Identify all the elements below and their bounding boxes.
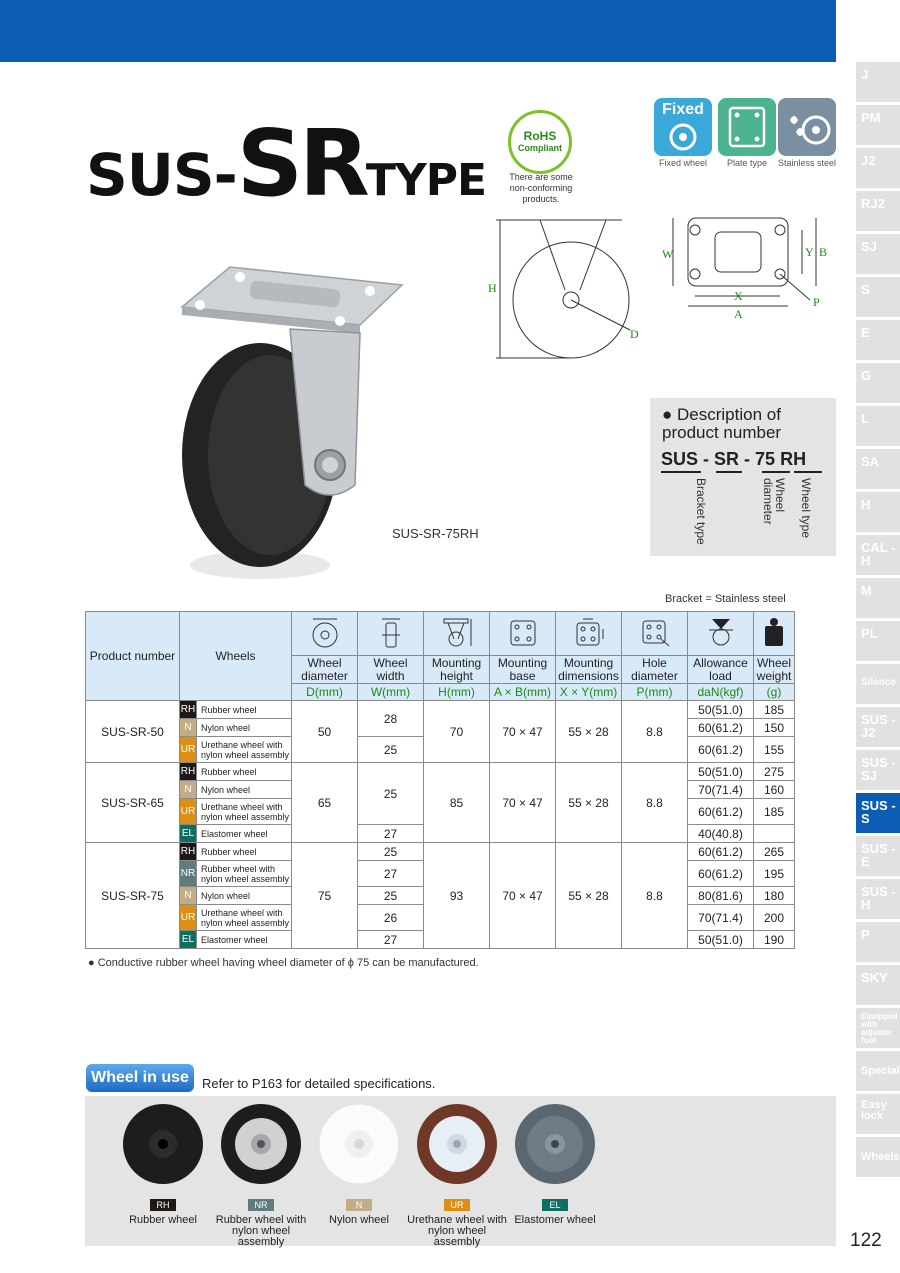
table-row: NR Rubber wheel with nylon wheel assembly 27 60(61.2) 195 <box>86 861 795 887</box>
stainless-steel-caption: Stainless steel <box>777 158 837 168</box>
side-tab[interactable]: SUS -SJ <box>856 750 900 790</box>
svg-text:A: A <box>734 307 743 321</box>
side-tab[interactable]: CAL -H <box>856 535 900 575</box>
side-tab[interactable]: SUS -E <box>856 836 900 876</box>
diameter-header-icon <box>292 612 358 656</box>
side-tab[interactable]: RJ2 <box>856 191 900 231</box>
wheel-item: EL Elastomer wheel <box>505 1102 605 1226</box>
bracket-type-label: Bracket type <box>694 478 708 545</box>
wheel-in-use-tag: Wheel in use <box>86 1064 194 1092</box>
plate-type-icon <box>718 98 776 156</box>
stainless-steel-icon <box>778 98 836 156</box>
wheel-in-use-ref: Refer to P163 for detailed specifications. <box>202 1076 436 1091</box>
wheel-diameter-label: Wheel diameter <box>761 478 787 525</box>
height-header-icon <box>424 612 490 656</box>
wheel-item: N Nylon wheel <box>309 1102 409 1226</box>
footnote: ● Conductive rubber wheel having wheel diameter of ϕ 75 can be manufactured. <box>88 957 479 969</box>
side-tab[interactable]: E <box>856 320 900 360</box>
side-tab[interactable]: PM <box>856 105 900 145</box>
side-tab[interactable]: PL <box>856 621 900 661</box>
header-product: Product number <box>86 612 180 701</box>
svg-text:Y: Y <box>805 245 814 259</box>
side-tab[interactable]: Easy lock <box>856 1094 900 1134</box>
rubber-nylon-wheel-icon <box>219 1102 303 1186</box>
side-tab[interactable]: SA <box>856 449 900 489</box>
width-header-icon <box>358 612 424 656</box>
wheel-item: UR Urethane wheel with nylon wheel assembly <box>407 1102 507 1248</box>
product-number-description <box>650 398 836 556</box>
svg-text:X: X <box>734 289 743 303</box>
wheel-in-use-panel <box>85 1096 836 1246</box>
table-row: N Nylon wheel 60(61.2) 150 <box>86 719 795 737</box>
weight-header-icon <box>754 612 795 656</box>
spec-table: Product number Wheels Wheel diameter Wheel width Mounting height Mounting base Mounting dimensions Hole diameter Allowance load Wheel weight D(mm) W(mm) H(mm) A × B(mm) X × Y(mm) P(mm) daN(kgf) (g) SUS-SR-50 RH Rubber wheel 50 28 70 70 × 47 55 × 28 8.8 50(51.0) 185 N Nylon wheel 60(61.2) 150 UR Urethane wheel with nylon wheel assembly 25 60(61.2) 155 SUS-SR-65 RH Rubber wheel 65 25 85 70 × 47 55 × 28 8.8 50(51.0) 275 N Nylon wheel 70(71.4) 160 UR Urethane wheel with nylon wheel assembly 60(61.2) 185 EL Elastomer wheel 27 40(40.8) SUS-SR-75 RH Rubber wheel 75 25 93 70 × 47 55 × 28 8.8 60(61.2) 265 NR Rubber wheel with nylon wheel assembly 27 60(61.2) 195 N Nylon wheel 25 80(81.6) 180 UR Urethane wheel with nylon wheel assembly 26 70(71.4) 200 EL Elastomer wheel 27 50(51.0) 190 <box>85 611 795 949</box>
svg-text:H: H <box>488 281 497 295</box>
svg-text:W: W <box>662 247 674 261</box>
page-number: 122 <box>850 1230 882 1251</box>
table-row: EL Elastomer wheel 27 50(51.0) 190 <box>86 931 795 949</box>
base-header-icon <box>490 612 556 656</box>
elastomer-wheel-icon <box>513 1102 597 1186</box>
side-tab[interactable]: SKY <box>856 965 900 1005</box>
table-row: SUS-SR-75 RH Rubber wheel 75 25 93 70 × 47 55 × 28 8.8 60(61.2) 265 <box>86 843 795 861</box>
wheel-type-label: Wheel type <box>799 478 813 539</box>
dims-header-icon <box>556 612 622 656</box>
photo-caption: SUS-SR-75RH <box>392 526 479 541</box>
side-tab-list <box>856 62 900 1180</box>
bracket-note: Bracket = Stainless steel <box>665 593 786 605</box>
side-tab[interactable]: Silence <box>856 664 900 704</box>
side-tab[interactable]: Wheels <box>856 1137 900 1177</box>
side-tab[interactable]: SUS -H <box>856 879 900 919</box>
side-tab[interactable]: Equipped with adjuster foot <box>856 1008 900 1048</box>
table-row: EL Elastomer wheel 27 40(40.8) <box>86 825 795 843</box>
fixed-wheel-caption: Fixed wheel <box>658 158 708 168</box>
rubber-wheel-icon <box>121 1102 205 1186</box>
side-tab[interactable]: J <box>856 62 900 102</box>
caster-photo <box>170 255 410 585</box>
table-row: UR Urethane wheel with nylon wheel assembly 26 70(71.4) 200 <box>86 905 795 931</box>
side-tab[interactable]: L <box>856 406 900 446</box>
table-row: UR Urethane wheel with nylon wheel assembly 60(61.2) 185 <box>86 799 795 825</box>
svg-text:B: B <box>819 245 828 259</box>
header-wheels: Wheels <box>180 612 292 701</box>
side-tab[interactable]: P <box>856 922 900 962</box>
hole-header-icon <box>622 612 688 656</box>
top-banner <box>0 0 836 62</box>
side-tab[interactable]: S <box>856 277 900 317</box>
page-title: SUS-SRTYPE <box>86 110 487 217</box>
svg-text:P: P <box>813 295 820 309</box>
side-tab[interactable]: J2 <box>856 148 900 188</box>
plate-type-caption: Plate type <box>726 158 768 168</box>
table-row: SUS-SR-50 RH Rubber wheel 50 28 70 70 × 47 55 × 28 8.8 50(51.0) 185 <box>86 701 795 719</box>
side-tab[interactable]: SUS -J2 <box>856 707 900 747</box>
svg-text:D: D <box>630 327 639 341</box>
load-header-icon <box>688 612 754 656</box>
description-heading: ● Description of product number <box>662 405 782 442</box>
table-row: UR Urethane wheel with nylon wheel assembly 25 60(61.2) 155 <box>86 737 795 763</box>
table-row: N Nylon wheel 70(71.4) 160 <box>86 781 795 799</box>
side-tab-active[interactable]: SUS -S <box>856 793 900 833</box>
wheel-item: NR Rubber wheel with nylon wheel assembly <box>211 1102 311 1248</box>
side-tab[interactable]: M <box>856 578 900 618</box>
fixed-wheel-icon: Fixed <box>654 98 712 156</box>
side-tab[interactable]: H <box>856 492 900 532</box>
wheel-item: RH Rubber wheel <box>113 1102 213 1226</box>
rohs-note: There are some non-conforming products. <box>509 172 573 204</box>
product-number-breakdown: SUS - SR - 75 RH <box>661 449 807 469</box>
table-row: N Nylon wheel 25 80(81.6) 180 <box>86 887 795 905</box>
side-tab[interactable]: SJ <box>856 234 900 274</box>
side-tab[interactable]: Special <box>856 1051 900 1091</box>
urethane-wheel-icon <box>415 1102 499 1186</box>
side-tab[interactable]: G <box>856 363 900 403</box>
rohs-badge: RoHS Compliant <box>508 110 572 174</box>
dimension-drawings <box>480 200 830 370</box>
nylon-wheel-icon <box>317 1102 401 1186</box>
table-row: SUS-SR-65 RH Rubber wheel 65 25 85 70 × 47 55 × 28 8.8 50(51.0) 275 <box>86 763 795 781</box>
